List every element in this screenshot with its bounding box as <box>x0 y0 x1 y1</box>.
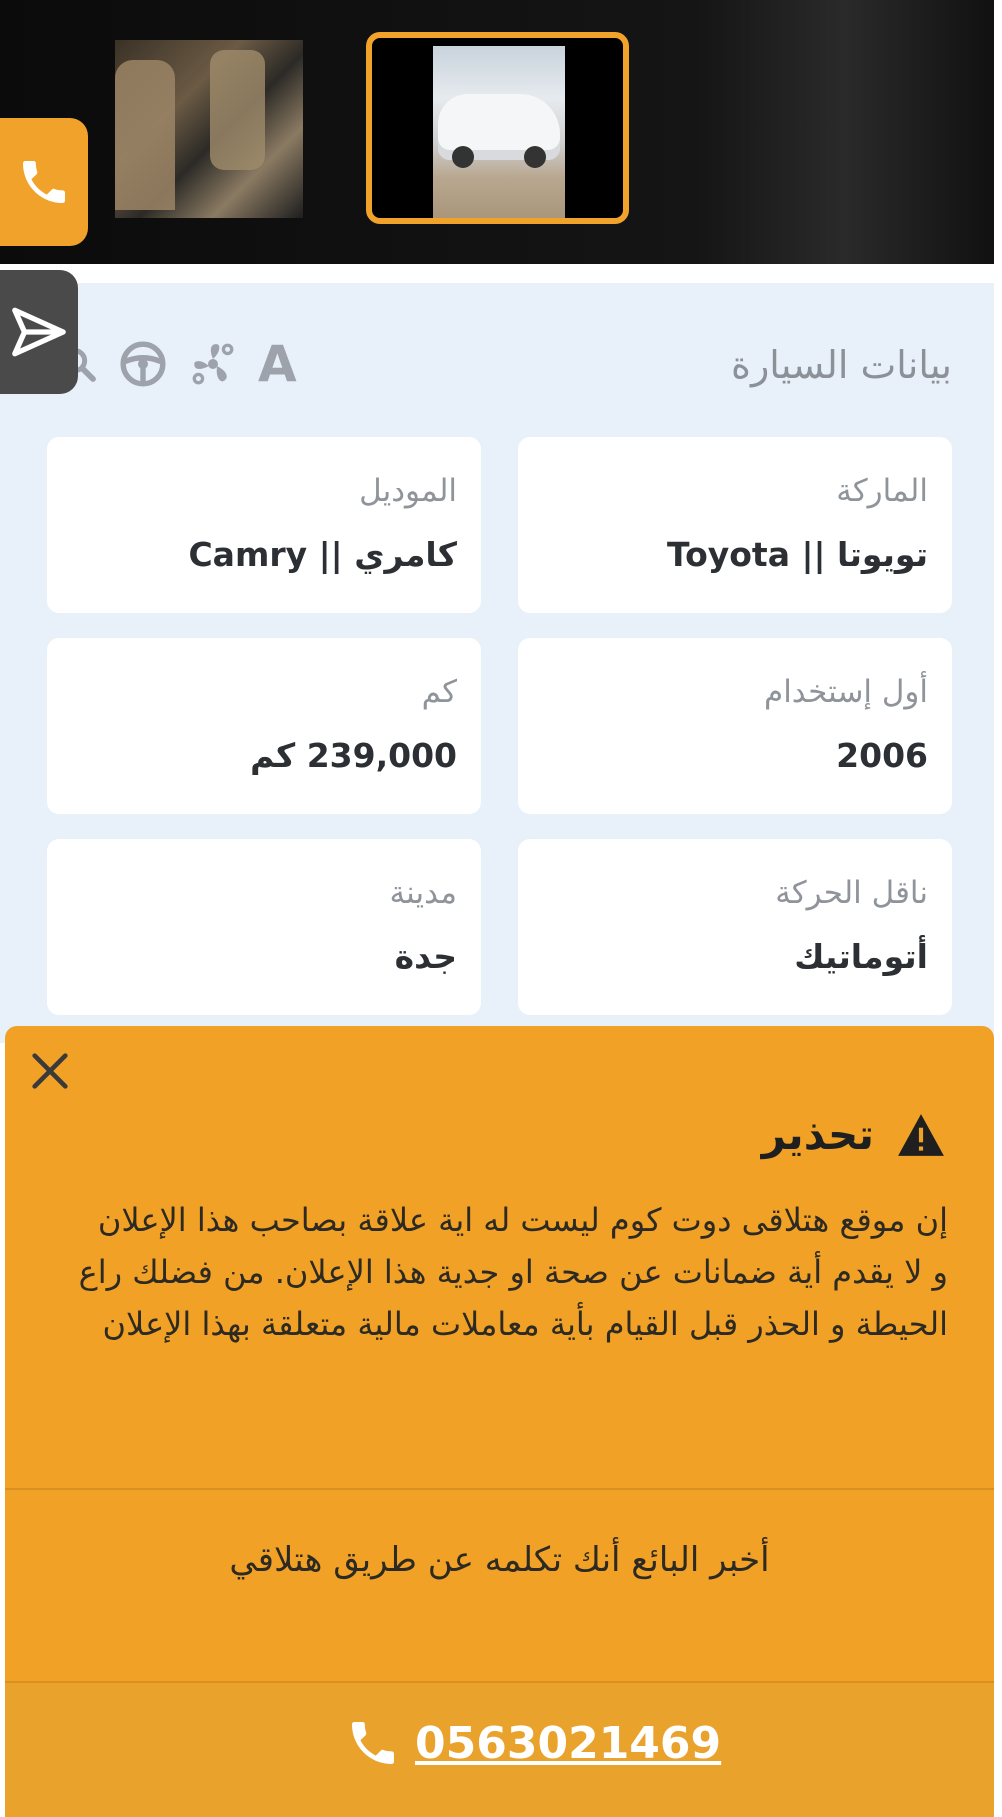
warning-text: إن موقع هتلاقى دوت كوم ليست له اية علاقة بصاحب هذا الإعلان و لا يقدم أية ضمانات عن صحة او جدية هذا الإعلان. من فضلك راع الحيطة و الحذر قبل القيام بأية معاملات مالية متعلقة بهذا الإعلان <box>78 1201 948 1343</box>
spec-label: الموديل <box>359 473 457 509</box>
spec-label: كم <box>421 674 457 710</box>
thumbnail-exterior-selected[interactable] <box>366 32 629 224</box>
close-icon[interactable] <box>27 1048 73 1094</box>
image-gallery <box>0 0 994 264</box>
spec-value: جدة <box>394 937 457 976</box>
spec-card-mileage <box>47 638 481 814</box>
spec-card-city <box>47 839 481 1015</box>
spec-card-first-use <box>518 638 952 814</box>
divider <box>5 1488 994 1490</box>
warning-icon <box>896 1112 946 1158</box>
car-shape <box>438 94 560 160</box>
phone-number-link[interactable] <box>345 1715 721 1771</box>
phone-icon <box>16 154 72 210</box>
warning-header <box>762 1110 946 1159</box>
thumbnail-interior[interactable] <box>115 40 303 218</box>
tell-seller-text: أخبر البائع أنك تكلمه عن طريق هتلاقي <box>229 1540 770 1580</box>
spec-value: 2006 <box>836 736 928 775</box>
spec-value: تويوتا || Toyota <box>666 535 928 574</box>
thumbnail-photo-seat <box>115 60 175 210</box>
phone-icon <box>345 1715 401 1771</box>
spec-label: الماركة <box>836 473 928 509</box>
steering-wheel-icon <box>118 339 168 389</box>
warning-title: تحذير <box>761 1110 874 1159</box>
spec-card-model <box>47 437 481 613</box>
spec-value: أتوماتيك <box>794 937 928 976</box>
spec-value: كامري || Camry <box>188 535 457 574</box>
share-button[interactable] <box>0 270 78 394</box>
spec-value: 239,000 كم <box>250 736 457 775</box>
share-icon <box>10 303 68 361</box>
spec-label: ناقل الحركة <box>775 875 928 911</box>
car-specs-panel <box>0 283 994 1043</box>
specs-title: بيانات السيارة <box>731 343 952 387</box>
font-letter-icon: A <box>258 335 297 393</box>
spec-label: مدينة <box>389 875 457 911</box>
car-wheel <box>524 146 546 168</box>
car-wheel <box>452 146 474 168</box>
spec-label: أول إستخدام <box>764 674 928 710</box>
thumbnail-photo-seat <box>210 50 265 170</box>
fan-icon <box>188 339 238 389</box>
spec-icons-row <box>58 335 297 393</box>
thumbnail-photo <box>433 46 565 222</box>
spec-card-transmission <box>518 839 952 1015</box>
warning-panel <box>5 1026 994 1817</box>
spec-card-brand <box>518 437 952 613</box>
phone-bar <box>5 1683 994 1817</box>
phone-number: 0563021469 <box>415 1717 722 1769</box>
call-button[interactable] <box>0 118 88 246</box>
